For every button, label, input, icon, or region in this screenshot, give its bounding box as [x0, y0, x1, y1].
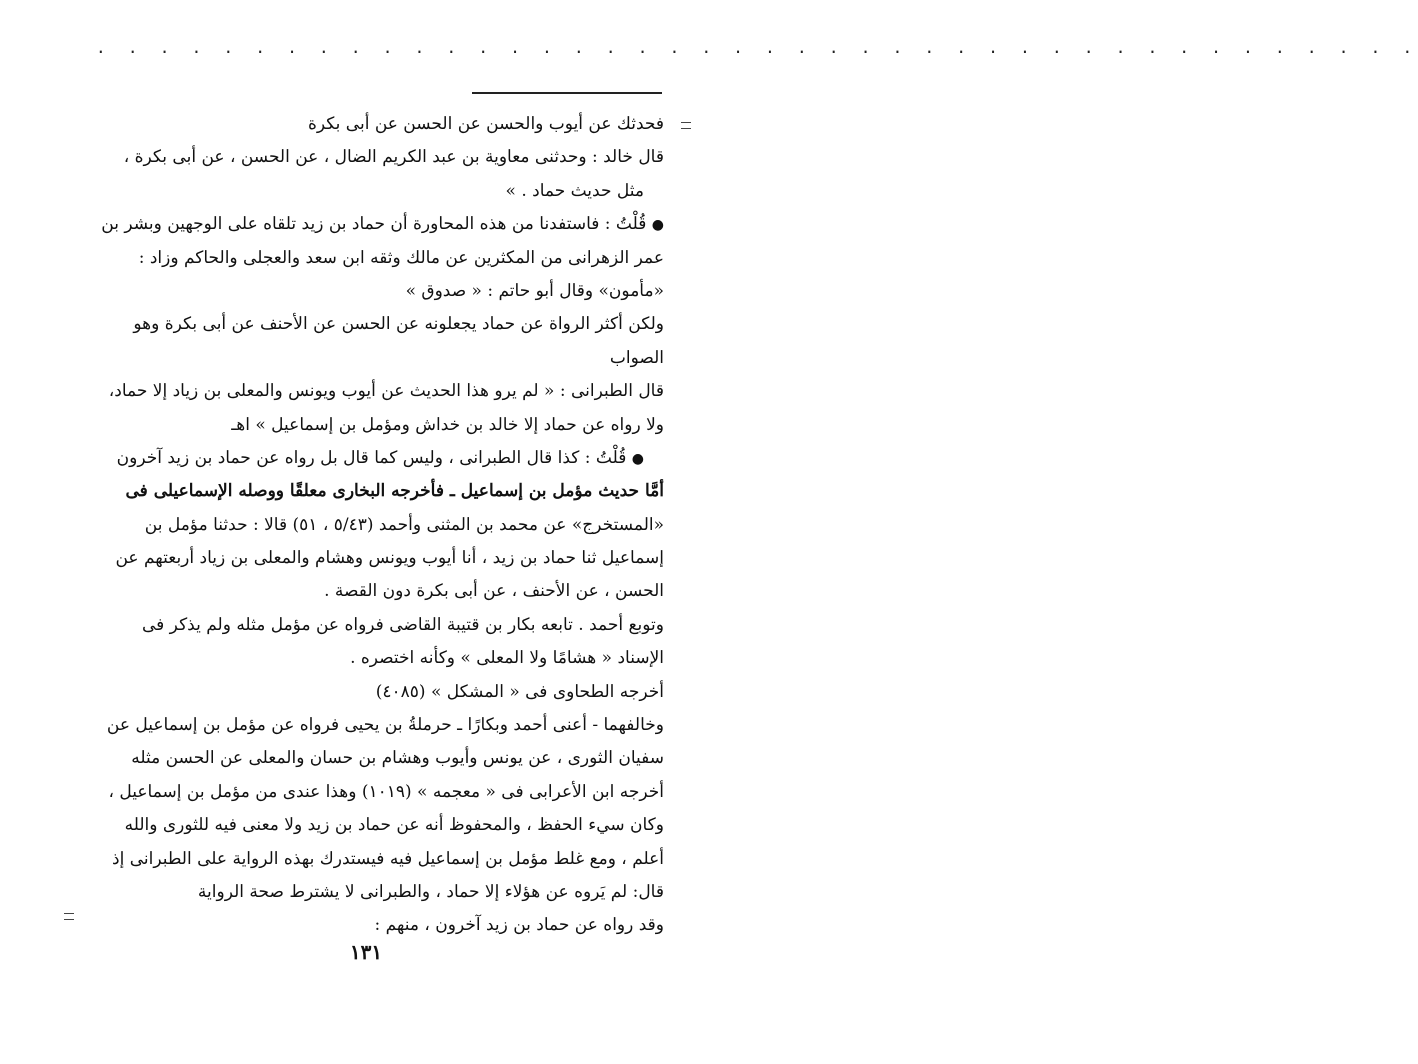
text-line: عمر الزهرانى من المكثرين عن مالك وثقه ابن سعد والعجلى والحاكم وزاد : [138, 247, 664, 268]
text-line: فحدثك عن أيوب والحسن عن الحسن عن أبى بكرة [307, 114, 664, 134]
text-line: مثل حديث حماد . » [505, 180, 644, 201]
section-heading-line: أمَّا حديث مؤمل بن إسماعيل ـ فأخرجه البخارى معلقًا ووصله الإسماعيلى فى [125, 481, 664, 502]
text-line: إسماعيل ثنا حماد بن زيد ، أنا أيوب ويونس وهشام والمعلى بن زياد أربعتهم عن [115, 548, 664, 569]
text-line-content: قُلْتُ : فاستفدنا من هذه المحاورة أن حماد بن زيد تلقاه على الوجهين وبشر بن [101, 214, 647, 235]
text-line: وخالفهما - أعنى أحمد وبكارًا ـ حرملةُ بن يحيى فرواه عن مؤمل بن إسماعيل عن [106, 715, 664, 736]
text-line: الإسناد « هشامًا ولا المعلى » وكأنه اختصره . [350, 648, 664, 669]
text-line: «المستخرج» عن محمد بن المثنى وأحمد (٥/٤٣ ، ٥١) قالا : حدثنا مؤمل بن [144, 514, 664, 535]
text-line: قال: لم يَروه عن هؤلاء إلا حماد ، والطبرانى لا يشترط صحة الرواية [197, 881, 664, 902]
text-line: أخرجه الطحاوى فى « المشكل » (٤٠٨٥) [375, 681, 664, 702]
top-dotted-rule: . . . . . . . . . . . . . . . . . . . . . . . . . . . . . . . . . . . . . . . . . . [96, 38, 1418, 57]
text-line: أخرجه ابن الأعرابى فى « معجمه » (١٠١٩) وهذا عندى من مؤمل بن إسماعيل ، [108, 781, 664, 802]
text-line [100, 442, 664, 475]
text-line: وتوبع أحمد . تابعه بكار بن قتيبة القاضى فرواه عن مؤمل مثله ولم يذكر فى [141, 614, 664, 635]
bullet-icon: ● [651, 217, 664, 234]
text-line: قال الطبرانى : « لم يرو هذا الحديث عن أيوب ويونس والمعلى بن زياد إلا حماد، [108, 381, 664, 402]
bullet-icon: ● [631, 450, 644, 467]
text-line: وقد رواه عن حماد بن زيد آخرون ، منهم : [374, 915, 664, 936]
margin-mark-bottom [64, 913, 74, 920]
text-line: وكان سيء الحفظ ، والمحفوظ أنه عن حماد بن زيد ولا معنى فيه للثورى والله [124, 815, 664, 836]
text-line: أعلم ، ومع غلط مؤمل بن إسماعيل فيه فيستدرك بهذه الرواية على الطبرانى إذ [112, 848, 664, 869]
text-line-content: قُلْتُ : كذا قال الطبرانى ، وليس كما قال بل رواه عن حماد بن زيد آخرون [116, 447, 627, 468]
text-line: الصواب [609, 347, 664, 368]
text-line: سفيان الثورى ، عن يونس وأيوب وهشام بن حسان والمعلى عن الحسن مثله [131, 748, 664, 769]
margin-mark-top [681, 122, 691, 129]
page-number: ١٣١ [349, 940, 383, 964]
text-line: «مأمون» وقال أبو حاتم : « صدوق » [405, 280, 664, 301]
text-line: الحسن ، عن الأحنف ، عن أبى بكرة دون القصة . [324, 581, 664, 602]
text-line [100, 208, 664, 241]
text-line: قال خالد : وحدثنى معاوية بن عبد الكريم الضال ، عن الحسن ، عن أبى بكرة ، [123, 147, 664, 168]
body-text [100, 108, 664, 943]
text-line: ولا رواه عن حماد إلا خالد بن خداش ومؤمل بن إسماعيل » اهـ [231, 414, 664, 435]
header-rule [472, 92, 662, 94]
text-line: ولكن أكثر الرواة عن حماد يجعلونه عن الحسن عن الأحنف عن أبى بكرة وهو [133, 314, 664, 335]
